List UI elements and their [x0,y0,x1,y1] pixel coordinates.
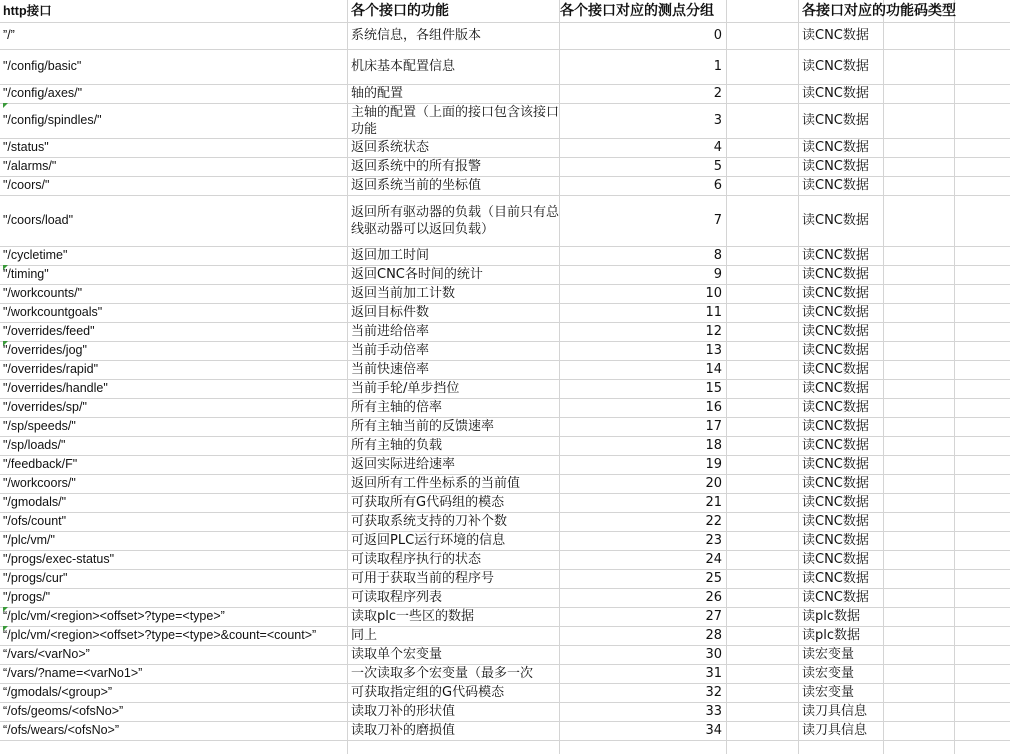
column-gridline [798,0,799,754]
group-cell[interactable]: 17 [705,419,722,434]
group-cell[interactable]: 6 [713,178,722,193]
endpoint-cell[interactable]: “/ofs/wears/<ofsNo>” [3,723,120,737]
endpoint-cell[interactable]: "/workcounts/" [3,286,83,300]
function-cell[interactable]: 读取刀补的磨损值 [351,723,456,738]
function-cell[interactable]: 可读取程序执行的状态 [351,552,482,567]
function-cell[interactable]: 主轴的配置（上面的接口包含该接口功能 [351,104,559,137]
code-type-cell[interactable]: 读CNC数据 [802,457,869,472]
code-type-cell[interactable]: 读plc数据 [802,628,861,643]
code-type-cell[interactable]: 读CNC数据 [802,86,869,101]
code-type-cell[interactable]: 读plc数据 [802,609,861,624]
group-cell[interactable]: 18 [705,438,722,453]
endpoint-cell[interactable]: "/overrides/jog" [3,343,87,357]
function-cell[interactable]: 可读取程序列表 [351,590,443,605]
code-type-cell[interactable]: 读宏变量 [802,666,855,681]
code-type-cell[interactable]: 读CNC数据 [802,381,869,396]
group-cell[interactable]: 16 [705,400,722,415]
group-cell[interactable]: 27 [705,609,722,624]
function-cell[interactable]: 返回当前加工计数 [351,286,456,301]
code-type-cell[interactable]: 读CNC数据 [802,438,869,453]
group-cell[interactable]: 15 [705,381,722,396]
endpoint-cell[interactable]: "/overrides/handle" [3,381,108,395]
group-cell[interactable]: 14 [705,362,722,377]
function-cell[interactable]: 所有主轴的负载 [351,438,443,453]
header-function[interactable]: 各个接口的功能 [351,2,449,19]
function-cell[interactable]: 返回实际进给速率 [351,457,456,472]
row-gridline [0,740,1010,741]
group-cell[interactable]: 7 [713,213,722,228]
group-cell[interactable]: 21 [705,495,722,510]
function-cell[interactable]: 可获取系统支持的刀补个数 [351,514,508,529]
code-type-cell[interactable]: 读CNC数据 [802,248,869,263]
function-cell[interactable]: 返回所有驱动器的负载（目前只有总线驱动器可以返回负载） [351,204,559,237]
endpoint-cell[interactable]: “/vars/?name=<varNo1>” [3,666,143,680]
endpoint-cell[interactable]: "/cycletime" [3,248,68,262]
group-cell[interactable]: 26 [705,590,722,605]
code-type-cell[interactable]: 读CNC数据 [802,495,869,510]
code-type-cell[interactable]: 读CNC数据 [802,476,869,491]
code-type-cell[interactable]: 读CNC数据 [802,213,869,228]
code-type-cell[interactable]: 读宏变量 [802,647,855,662]
function-cell[interactable]: 读取单个宏变量 [351,647,443,662]
function-cell[interactable]: 可返回PLC运行环境的信息 [351,533,506,548]
group-cell[interactable]: 5 [713,159,722,174]
group-cell[interactable]: 9 [713,267,722,282]
code-type-cell[interactable]: 读CNC数据 [802,113,869,128]
endpoint-cell[interactable]: "/ofs/count" [3,514,67,528]
group-cell[interactable]: 2 [713,86,722,101]
code-type-cell[interactable]: 读CNC数据 [802,571,869,586]
code-type-cell[interactable]: 读CNC数据 [802,324,869,339]
function-cell[interactable]: 机床基本配置信息 [351,59,456,74]
group-cell[interactable]: 4 [713,140,722,155]
code-type-cell[interactable]: 读CNC数据 [802,419,869,434]
group-cell[interactable]: 32 [705,685,722,700]
group-cell[interactable]: 25 [705,571,722,586]
code-type-cell[interactable]: 读CNC数据 [802,514,869,529]
endpoint-cell[interactable]: "/status" [3,140,49,154]
group-cell[interactable]: 3 [713,113,722,128]
function-cell[interactable]: 一次读取多个宏变量（最多一次 [351,666,534,681]
code-type-cell[interactable]: 读CNC数据 [802,286,869,301]
function-cell[interactable]: 读取刀补的形状值 [351,704,456,719]
function-cell[interactable]: 系统信息，各组件版本 [351,28,482,43]
function-cell[interactable]: 可获取所有G代码组的模态 [351,495,505,510]
endpoint-cell[interactable]: "/timing" [3,267,49,281]
endpoint-cell[interactable]: "/coors/" [3,178,50,192]
group-cell[interactable]: 20 [705,476,722,491]
function-cell[interactable]: 返回所有工件坐标系的当前值 [351,476,521,491]
header-point-group[interactable]: 各个接口对应的测点分组 [560,2,714,19]
code-type-cell[interactable]: 读宏变量 [802,685,855,700]
endpoint-cell[interactable]: “/plc/vm/<region><offset>?type=<type>” [3,609,225,623]
column-gridline [347,0,348,754]
function-cell[interactable]: 可用于获取当前的程序号 [351,571,495,586]
code-type-cell[interactable]: 读CNC数据 [802,159,869,174]
cell-comment-marker [3,607,8,612]
function-cell[interactable]: 当前手动倍率 [351,343,430,358]
group-cell[interactable]: 33 [705,704,722,719]
function-cell[interactable]: 返回系统中的所有报警 [351,159,482,174]
group-cell[interactable]: 31 [705,666,722,681]
group-cell[interactable]: 24 [705,552,722,567]
group-cell[interactable]: 8 [713,248,722,263]
endpoint-cell[interactable]: “/vars/<varNo>” [3,647,90,661]
function-cell[interactable]: 当前进给倍率 [351,324,430,339]
endpoint-cell[interactable]: "/workcountgoals" [3,305,103,319]
cell-comment-marker [3,265,8,270]
code-type-cell[interactable]: 读CNC数据 [802,400,869,415]
endpoint-cell[interactable]: "/plc/vm/" [3,533,55,547]
code-type-cell[interactable]: 读CNC数据 [802,552,869,567]
function-cell[interactable]: 所有主轴的倍率 [351,400,443,415]
cell-comment-marker [3,626,8,631]
endpoint-cell[interactable]: "/progs/" [3,590,51,604]
group-cell[interactable]: 10 [705,286,722,301]
group-cell[interactable]: 1 [713,59,722,74]
code-type-cell[interactable]: 读CNC数据 [802,362,869,377]
function-cell[interactable]: 当前快速倍率 [351,362,430,377]
endpoint-cell[interactable]: "/config/axes/" [3,86,83,100]
endpoint-cell[interactable]: "/sp/loads/" [3,438,66,452]
column-gridline [726,0,727,754]
group-cell[interactable]: 34 [705,723,722,738]
column-gridline [883,0,884,754]
code-type-cell[interactable]: 读刀具信息 [802,704,868,719]
code-type-cell[interactable]: 读CNC数据 [802,178,869,193]
function-cell[interactable]: 当前手轮/单步挡位 [351,381,460,396]
endpoint-cell[interactable]: "/progs/cur" [3,571,68,585]
cell-comment-marker [3,341,8,346]
function-cell[interactable]: 所有主轴当前的反馈速率 [351,419,495,434]
code-type-cell[interactable]: 读CNC数据 [802,305,869,320]
function-cell[interactable]: 读取plc一些区的数据 [351,609,475,624]
endpoint-cell[interactable]: "/feedback/F" [3,457,78,471]
endpoint-cell[interactable]: "/sp/speeds/" [3,419,76,433]
endpoint-cell[interactable]: "/progs/exec-status" [3,552,115,566]
cell-comment-marker [3,103,8,108]
group-cell[interactable]: 11 [705,305,722,320]
endpoint-cell[interactable]: “/gmodals/<group>” [3,685,113,699]
group-cell[interactable]: 23 [705,533,722,548]
function-cell[interactable]: 可获取指定组的G代码模态 [351,685,505,700]
column-gridline [954,0,955,754]
function-cell[interactable]: 返回系统当前的坐标值 [351,178,482,193]
function-cell[interactable]: 返回系统状态 [351,140,430,155]
function-cell[interactable]: 轴的配置 [351,86,404,101]
group-cell[interactable]: 13 [705,343,722,358]
group-cell[interactable]: 0 [713,28,722,43]
endpoint-cell[interactable]: "/coors/load" [3,213,74,227]
endpoint-cell[interactable]: "/overrides/sp/" [3,400,87,414]
code-type-cell[interactable]: 读CNC数据 [802,267,869,282]
header-http-endpoint[interactable]: http接口 [3,3,52,18]
endpoint-cell[interactable]: "/overrides/feed" [3,324,95,338]
endpoint-cell[interactable]: "/workcoors/" [3,476,76,490]
group-cell[interactable]: 19 [705,457,722,472]
endpoint-cell[interactable]: "/config/spindles/" [3,103,346,138]
code-type-cell[interactable]: 读CNC数据 [802,140,869,155]
group-cell[interactable]: 12 [705,324,722,339]
code-type-cell[interactable]: 读刀具信息 [802,723,868,738]
group-cell[interactable]: 30 [705,647,722,662]
group-cell[interactable]: 22 [705,514,722,529]
endpoint-cell[interactable]: ”/” [3,28,15,42]
endpoint-cell[interactable]: “/ofs/geoms/<ofsNo>” [3,704,124,718]
code-type-cell[interactable]: 读CNC数据 [802,28,869,43]
endpoint-cell[interactable]: "/config/basic" [3,59,82,73]
endpoint-cell[interactable]: “/plc/vm/<region><offset>?type=<type>&count=<count>” [3,628,317,642]
code-type-cell[interactable]: 读CNC数据 [802,533,869,548]
header-function-code-type[interactable]: 各接口对应的功能码类型 [802,2,956,19]
group-cell[interactable]: 28 [705,628,722,643]
endpoint-cell[interactable]: "/alarms/" [3,159,57,173]
code-type-cell[interactable]: 读CNC数据 [802,590,869,605]
endpoint-cell[interactable]: "/overrides/rapid" [3,362,99,376]
function-cell[interactable]: 同上 [351,628,378,643]
code-type-cell[interactable]: 读CNC数据 [802,59,869,74]
endpoint-cell[interactable]: "/gmodals/" [3,495,67,509]
code-type-cell[interactable]: 读CNC数据 [802,343,869,358]
function-cell[interactable]: 返回目标件数 [351,305,430,320]
function-cell[interactable]: 返回CNC各时间的统计 [351,267,483,282]
function-cell[interactable]: 返回加工时间 [351,248,430,263]
